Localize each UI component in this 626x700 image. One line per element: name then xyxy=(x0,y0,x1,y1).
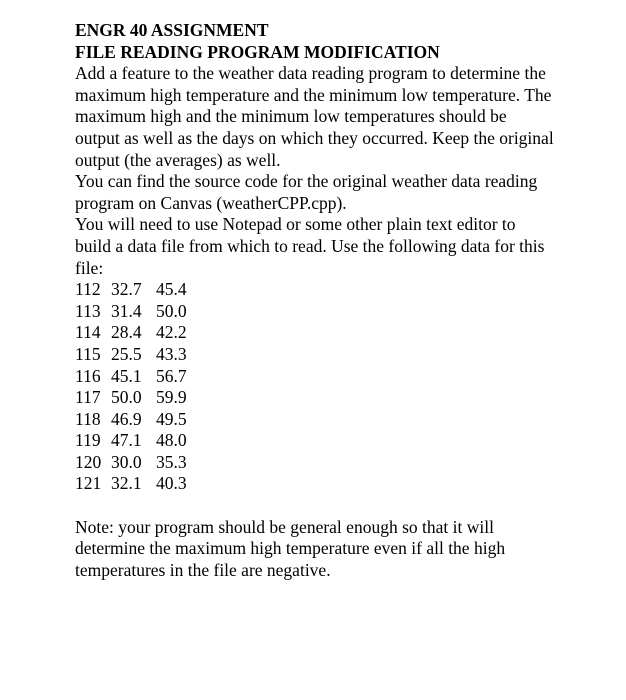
note-paragraph: Note: your program should be general enough so that it will determine the maximum high temperature even if all the high temperatures in the file are negative. xyxy=(75,516,506,580)
day-value: 114 xyxy=(75,322,101,343)
data-row xyxy=(75,279,555,301)
low-temp-value: 28.4 xyxy=(111,322,142,343)
day-value: 116 xyxy=(75,365,101,386)
day-value: 119 xyxy=(75,430,101,451)
day-value: 121 xyxy=(75,473,102,494)
day-value: 118 xyxy=(75,408,101,429)
assignment-title: ENGR 40 ASSIGNMENT xyxy=(75,20,269,40)
high-temp-value: 40.3 xyxy=(156,473,187,494)
low-temp-value: 46.9 xyxy=(111,408,142,429)
high-temp-value: 59.9 xyxy=(156,387,187,408)
data-row xyxy=(75,409,555,431)
low-temp-value: 31.4 xyxy=(111,300,142,321)
low-temp-value: 45.1 xyxy=(111,365,142,386)
low-temp-value: 32.7 xyxy=(111,279,142,300)
high-temp-value: 56.7 xyxy=(156,365,187,386)
source-code-paragraph: You can find the source code for the original weather data reading program on Canvas (weatherCPP.cpp). xyxy=(75,171,538,213)
data-row xyxy=(75,473,555,495)
data-row xyxy=(75,387,555,409)
low-temp-value: 25.5 xyxy=(111,343,142,364)
day-value: 120 xyxy=(75,451,102,472)
low-temp-value: 47.1 xyxy=(111,430,142,451)
weather-data-table xyxy=(75,279,555,495)
assignment-subtitle: FILE READING PROGRAM MODIFICATION xyxy=(75,41,440,62)
high-temp-value: 50.0 xyxy=(156,300,187,321)
assignment-document xyxy=(75,20,555,581)
data-row xyxy=(75,366,555,388)
high-temp-value: 48.0 xyxy=(156,430,187,451)
day-value: 115 xyxy=(75,343,101,364)
day-value: 117 xyxy=(75,387,101,408)
low-temp-value: 30.0 xyxy=(111,451,142,472)
low-temp-value: 32.1 xyxy=(111,473,142,494)
data-file-paragraph: You will need to use Notepad or some other plain text editor to build a data file from which to read. Use the following data for this file: xyxy=(75,214,545,278)
high-temp-value: 35.3 xyxy=(156,451,187,472)
day-value: 112 xyxy=(75,279,101,300)
data-row xyxy=(75,344,555,366)
intro-paragraph: Add a feature to the weather data reading program to determine the maximum high temperature and the minimum low temperature. The maximum high and the minimum low temperatures should be output as well as the days on which they occurred. Keep the original output (the averages) as well. xyxy=(75,63,554,170)
high-temp-value: 43.3 xyxy=(156,343,187,364)
high-temp-value: 45.4 xyxy=(156,279,187,300)
high-temp-value: 42.2 xyxy=(156,322,187,343)
day-value: 113 xyxy=(75,300,101,321)
high-temp-value: 49.5 xyxy=(156,408,187,429)
data-row xyxy=(75,301,555,323)
data-row xyxy=(75,452,555,474)
data-row xyxy=(75,430,555,452)
low-temp-value: 50.0 xyxy=(111,387,142,408)
data-row xyxy=(75,322,555,344)
